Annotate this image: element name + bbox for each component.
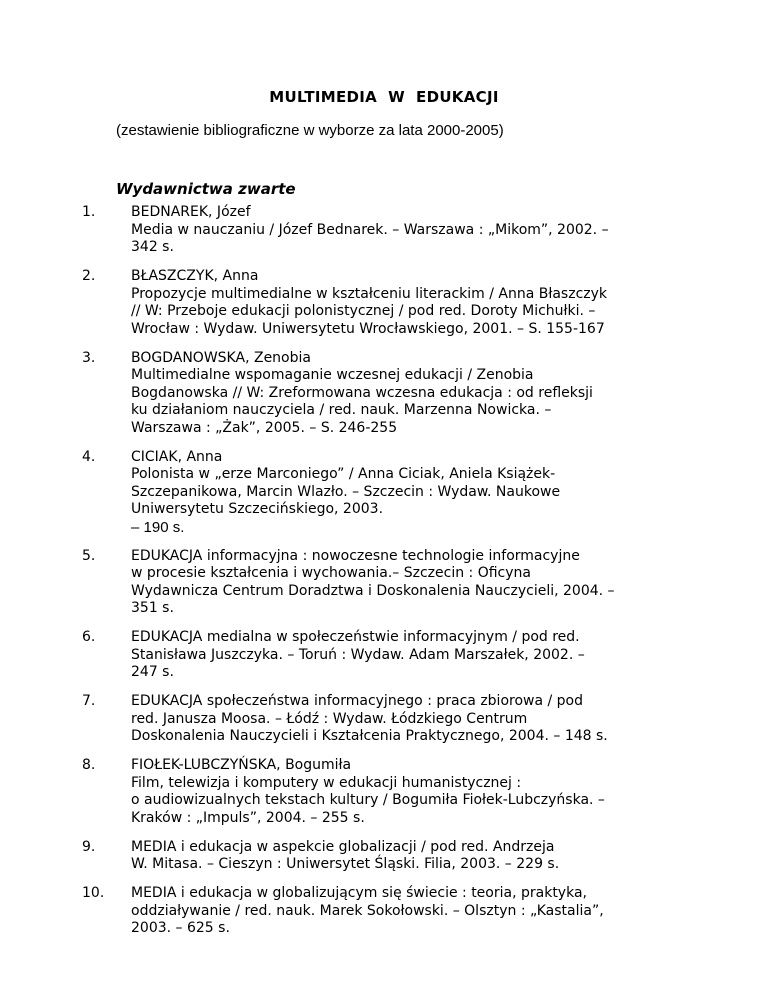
entry-line: 2003. – 625 s. xyxy=(131,920,230,936)
bibliography-entry xyxy=(82,757,692,827)
entry-number: 8. xyxy=(82,757,96,773)
entry-text xyxy=(131,350,692,438)
entry-line: 342 s. xyxy=(131,239,174,255)
entry-line: EDUKACJA informacyjna : nowoczesne technologie informacyjne xyxy=(131,547,580,564)
entry-line: 247 s. xyxy=(131,664,174,680)
entry-text xyxy=(131,757,692,827)
entry-number: 2. xyxy=(82,268,96,284)
bibliography-entry xyxy=(82,268,692,338)
entry-line: Film, telewizja i komputery w edukacji humanistycznej : xyxy=(131,774,522,791)
document-subtitle: (zestawienie bibliograficzne w wyborze za lata 2000-2005) xyxy=(116,122,504,139)
entry-line: Media w nauczaniu / Józef Bednarek. – Warszawa : „Mikom”, 2002. – xyxy=(131,221,609,238)
bibliography-entry xyxy=(82,885,692,938)
bibliography-list xyxy=(82,204,692,949)
entry-line: o audiowizualnych tekstach kultury / Bogumiła Fiołek-Lubczyńska. – xyxy=(131,792,605,808)
entry-line: Wrocław : Wydaw. Uniwersytetu Wrocławskiego, 2001. – S. 155-167 xyxy=(131,320,605,337)
entry-line: oddziaływanie / red. nauk. Marek Sokołowski. – Olsztyn : „Kastalia”, xyxy=(131,902,604,919)
bibliography-entry xyxy=(82,839,692,874)
entry-line: Bogdanowska // W: Zreformowana wczesna edukacja : od refleksji xyxy=(131,384,593,401)
entry-line: CICIAK, Anna xyxy=(131,448,223,465)
entry-line: BEDNAREK, Józef xyxy=(131,204,251,220)
entry-line: Multimedialne wspomaganie wczesnej edukacji / Zenobia xyxy=(131,367,534,383)
entry-line: BOGDANOWSKA, Zenobia xyxy=(131,349,311,366)
entry-number: 6. xyxy=(82,629,96,645)
entry-text xyxy=(131,548,692,618)
bibliography-entry xyxy=(82,449,692,537)
bibliography-entry xyxy=(82,693,692,746)
entry-number: 4. xyxy=(82,448,96,465)
entry-line: BŁASZCZYK, Anna xyxy=(131,268,259,284)
entry-line: w procesie kształcenia i wychowania.– Szczecin : Oficyna xyxy=(131,565,531,581)
entry-number: 9. xyxy=(82,838,96,855)
entry-text xyxy=(131,885,692,938)
bibliography-entry xyxy=(82,350,692,438)
entry-line: Szczepanikowa, Marcin Wlazło. – Szczecin : Wydaw. Naukowe xyxy=(131,483,561,500)
entry-line: W. Mitasa. – Cieszyn : Uniwersytet Śląski. Filia, 2003. – 229 s. xyxy=(131,856,560,872)
entry-line: Uniwersytetu Szczecińskiego, 2003. xyxy=(131,501,384,517)
bibliography-entry xyxy=(82,629,692,682)
entry-text xyxy=(131,268,692,338)
entry-line: – 190 s. xyxy=(131,518,185,536)
entry-text xyxy=(131,629,692,682)
entry-line: Warszawa : „Żak”, 2005. – S. 246-255 xyxy=(131,419,398,436)
entry-line: EDUKACJA medialna w społeczeństwie informacyjnym / pod red. xyxy=(131,629,580,645)
entry-line: // W: Przeboje edukacji polonistycznej / pod red. Doroty Michułki. – xyxy=(131,303,596,319)
entry-line: Wydawnicza Centrum Doradztwa i Doskonalenia Nauczycieli, 2004. – xyxy=(131,582,615,599)
entry-text xyxy=(131,693,692,746)
entry-line: ku działaniom nauczyciela / red. nauk. Marzenna Nowicka. – xyxy=(131,402,552,418)
entry-line: MEDIA i edukacja w aspekcie globalizacji / pod red. Andrzeja xyxy=(131,838,555,855)
entry-line: 351 s. xyxy=(131,600,174,616)
bibliography-entry xyxy=(82,548,692,618)
entry-text xyxy=(131,449,692,537)
entry-text xyxy=(131,839,692,874)
entry-number: 5. xyxy=(82,547,96,564)
section-heading: Wydawnictwa zwarte xyxy=(116,180,296,198)
entry-line: Polonista w „erze Marconiego” / Anna Ciciak, Aniela Książek- xyxy=(131,466,556,482)
entry-line: Doskonalenia Nauczycieli i Kształcenia Praktycznego, 2004. – 148 s. xyxy=(131,728,608,744)
entry-line: EDUKACJA społeczeństwa informacyjnego : praca zbiorowa / pod xyxy=(131,693,584,709)
entry-number: 1. xyxy=(82,204,96,220)
entry-number: 7. xyxy=(82,693,96,709)
entry-line: red. Janusza Moosa. – Łódź : Wydaw. Łódzkiego Centrum xyxy=(131,710,528,727)
entry-line: Stanisława Juszczyka. – Toruń : Wydaw. Adam Marszałek, 2002. – xyxy=(131,646,585,663)
entry-line: Propozycje multimedialne w kształceniu literackim / Anna Błaszczyk xyxy=(131,285,608,302)
entry-text xyxy=(131,204,692,257)
document-title: MULTIMEDIA W EDUKACJI xyxy=(269,88,499,106)
entry-line: FIOŁEK-LUBCZYŃSKA, Bogumiła xyxy=(131,757,352,773)
bibliography-entry xyxy=(82,204,692,257)
entry-line: Kraków : „Impuls”, 2004. – 255 s. xyxy=(131,809,365,826)
entry-number: 10. xyxy=(82,885,105,901)
entry-number: 3. xyxy=(82,349,96,366)
entry-line: MEDIA i edukacja w globalizującym się świecie : teoria, praktyka, xyxy=(131,885,587,901)
